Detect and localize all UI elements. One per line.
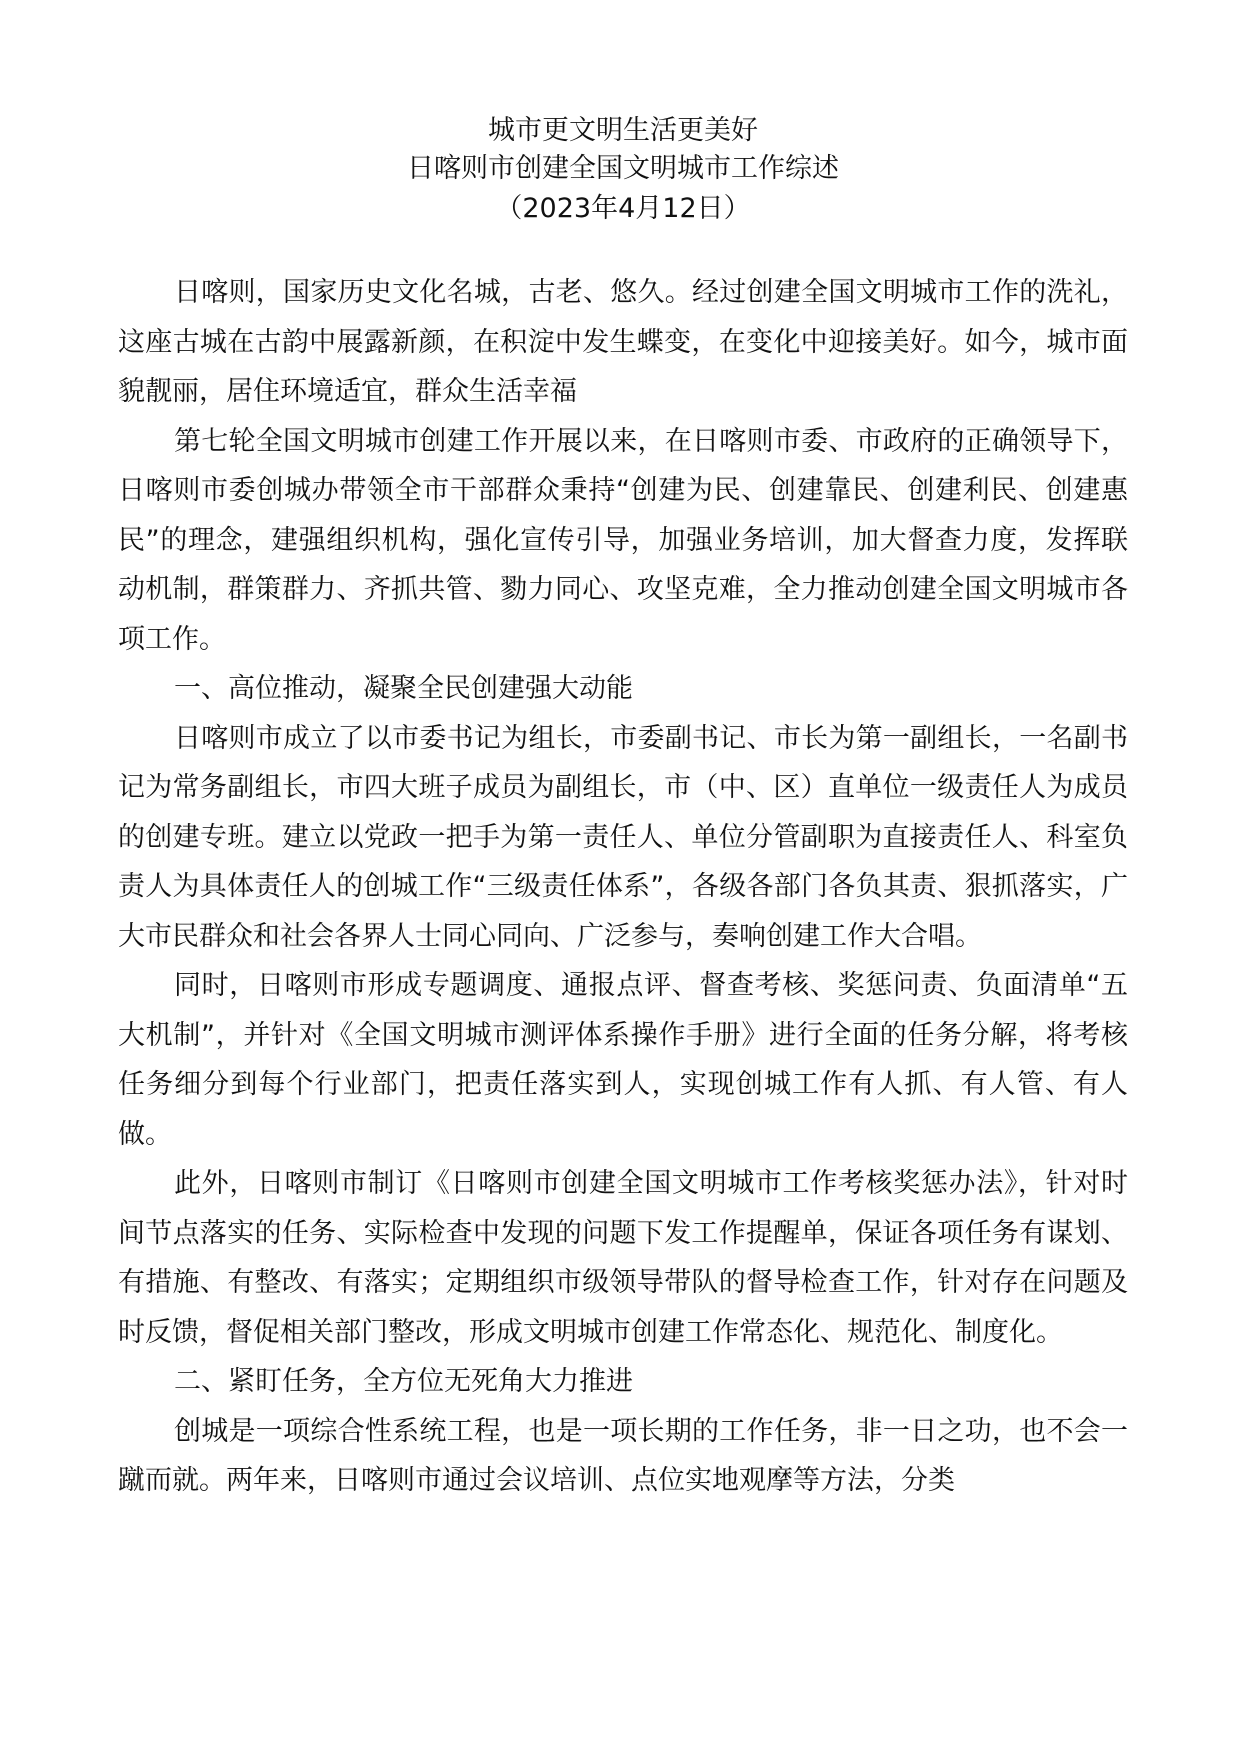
paragraph-intro: 日喀则，国家历史文化名城，古老、悠久。经过创建全国文明城市工作的洗礼，这座古城在古韵中展露新颜，在积淀中发生蝶变，在变化中迎接美好。如今，城市面貌靓丽，居住环境适宜，群众生活幸福 xyxy=(118,277,1128,407)
paragraph-section1-c: 此外，日喀则市制订《日喀则市创建全国文明城市工作考核奖惩办法》，针对时间节点落实的任务、实际检查中发现的问题下发工作提醒单，保证各项任务有谋划、有措施、有整改、有落实；定期组织市级领导带队的督导检查工作，针对存在问题及时反馈，督促相关部门整改，形成文明城市创建工作常态化、规范化、制度化。 xyxy=(118,1168,1128,1348)
paragraph-overview: 第七轮全国文明城市创建工作开展以来，在日喀则市委、市政府的正确领导下，日喀则市委创城办带领全市干部群众秉持“创建为民、创建靠民、创建利民、创建惠民”的理念，建强组织机构，强化宣传引导，加强业务培训，加大督查力度，发挥联动机制，群策群力、齐抓共管、勠力同心、攻坚克难，全力推动创建全国文明城市各项工作。 xyxy=(118,425,1128,655)
document-title-sub: 日喀则市创建全国文明城市工作综述 xyxy=(407,153,839,184)
document-date: （2023年4月12日） xyxy=(495,193,751,224)
paragraph-section2-a: 创城是一项综合性系统工程，也是一项长期的工作任务，非一日之功，也不会一蹴而就。两年来，日喀则市通过会议培训、点位实地观摩等方法，分类 xyxy=(118,1415,1128,1496)
title-block xyxy=(118,112,1128,228)
section-heading-1: 一、高位推动，凝聚全民创建强大动能 xyxy=(174,673,633,704)
paragraph-section1-b: 同时，日喀则市形成专题调度、通报点评、督查考核、奖惩问责、负面清单“五大机制”，并针对《全国文明城市测评体系操作手册》进行全面的任务分解，将考核任务细分到每个行业部门，把责任落实到人，实现创城工作有人抓、有人管、有人做。 xyxy=(118,970,1128,1150)
document-body xyxy=(118,268,1128,1506)
paragraph-section1-a: 日喀则市成立了以市委书记为组长，市委副书记、市长为第一副组长，一名副书记为常务副组长，市四大班子成员为副组长，市（中、区）直单位一级责任人为成员的创建专班。建立以党政一把手为第一责任人、单位分管副职为直接责任人、科室负责人为具体责任人的创城工作“三级责任体系”，各级各部门各负其责、狠抓落实，广大市民群众和社会各界人士同心同向、广泛参与，奏响创建工作大合唱。 xyxy=(118,722,1128,952)
document-page xyxy=(118,112,1128,1506)
section-heading-2: 二、紧盯任务，全方位无死角大力推进 xyxy=(174,1366,633,1397)
document-title-main: 城市更文明生活更美好 xyxy=(488,115,758,146)
